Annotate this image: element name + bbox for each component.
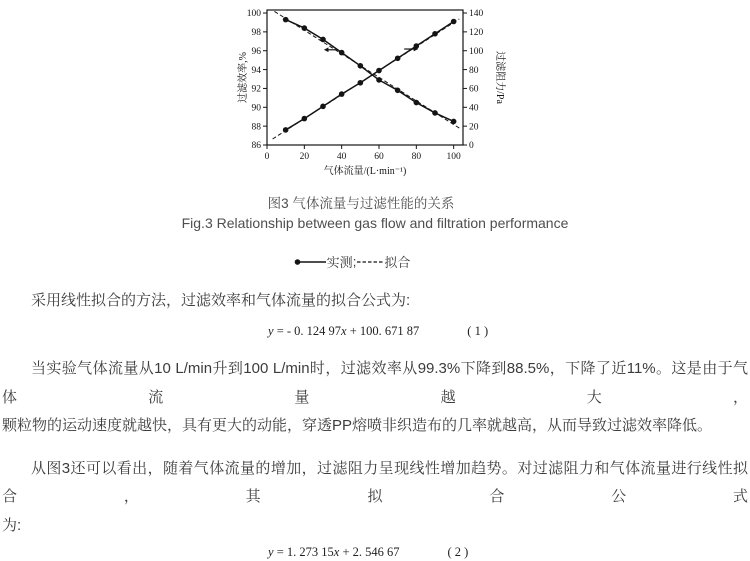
svg-text:80: 80	[469, 65, 479, 76]
svg-text:80: 80	[411, 152, 422, 162]
svg-text:90: 90	[251, 103, 261, 114]
svg-text:0: 0	[264, 152, 270, 162]
svg-text:气体流量/(L·min⁻¹): 气体流量/(L·min⁻¹)	[323, 166, 407, 177]
legend-fitted-marker-icon	[357, 257, 383, 267]
paragraph-2-line-2: 颗粒物的运动速度就越快，具有更大的动能，穿透PP熔喷非织造布的几率就越高，从而导致过滤效率降低。	[2, 417, 713, 434]
figure-caption-zh: 图3 气体流量与过滤性能的关系	[267, 196, 455, 211]
svg-text:86: 86	[251, 141, 261, 152]
svg-text:60: 60	[469, 84, 479, 95]
paragraph-3-line-2: 为:	[2, 516, 22, 534]
svg-text:60: 60	[374, 152, 384, 162]
paragraph-1: 采用线性拟合的方法，过滤效率和气体流量的拟合公式为:	[31, 292, 411, 309]
svg-text:98: 98	[251, 28, 261, 39]
svg-text:88: 88	[251, 122, 261, 133]
svg-text:140: 140	[469, 9, 484, 20]
equation-2-number: ( 2 )	[447, 545, 469, 559]
equation-2-body	[268, 544, 400, 561]
equation-2	[0, 544, 750, 561]
equation-1-mid: = - 0. 124 97	[273, 324, 342, 338]
svg-text:100: 100	[246, 9, 261, 20]
equation-1-tail: + 100. 671 87	[346, 324, 420, 338]
figure-caption-en: Fig.3 Relationship between gas flow and filtration performance	[181, 215, 569, 231]
equation-2-var-y: y	[268, 545, 274, 559]
svg-text:100: 100	[469, 46, 484, 57]
equation-1-number: ( 1 )	[467, 324, 489, 338]
legend-separator: ;	[352, 254, 357, 269]
paragraph-3-line-1: 从图3还可以看出，随着气体流量的增加，过滤阻力呈现线性增加趋势。对过滤阻力和气体流量进行线性拟合，其拟合公式	[2, 459, 748, 505]
equation-1	[0, 323, 750, 340]
equation-2-var-x: x	[333, 545, 340, 559]
equation-2-tail: + 2. 546 67	[339, 545, 400, 559]
dual-axis-line-chart	[237, 0, 507, 185]
svg-text:94: 94	[251, 65, 261, 76]
svg-text:过滤效率,%: 过滤效率,%	[238, 52, 249, 103]
svg-text:96: 96	[251, 46, 261, 57]
paragraph-2	[0, 355, 750, 441]
svg-text:40: 40	[469, 103, 479, 114]
equation-1-var-x: x	[341, 324, 347, 338]
equation-1-var-y: y	[268, 324, 274, 338]
svg-text:100: 100	[446, 152, 461, 162]
legend-measured-marker-icon	[293, 257, 326, 267]
legend-measured-label: 实测	[326, 255, 353, 270]
paragraph-3	[0, 455, 750, 541]
figure-legend	[0, 253, 726, 270]
svg-text:120: 120	[469, 28, 484, 39]
legend-fitted-label: 拟合	[384, 255, 411, 270]
svg-text:20: 20	[299, 152, 310, 162]
svg-text:过滤阻力/Pa: 过滤阻力/Pa	[494, 51, 505, 104]
svg-text:40: 40	[336, 152, 347, 162]
paragraph-2-line-1: 当实验气体流量从10 L/min升到100 L/min时，过滤效率从99.3%下降到88.5%，下降了近11%。这是由于气体流量越大，	[2, 360, 748, 406]
figure3-chart	[237, 0, 507, 185]
equation-1-body	[268, 323, 419, 340]
equation-2-mid: = 1. 273 15	[273, 545, 334, 559]
svg-text:92: 92	[251, 84, 261, 95]
svg-text:0: 0	[469, 141, 474, 152]
svg-text:20: 20	[469, 122, 479, 133]
